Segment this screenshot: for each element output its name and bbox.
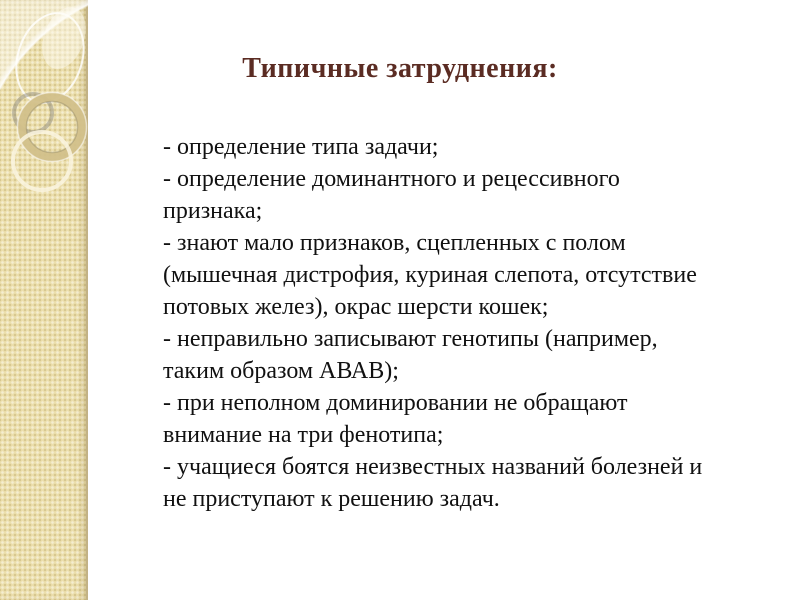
slide-title: Типичные затруднения: (242, 53, 558, 84)
ornament-light-ring-icon (13, 132, 71, 190)
text-line: не приступают к решению задач. (163, 486, 500, 512)
sidebar-panel (0, 0, 88, 600)
text-line: признака; (163, 198, 263, 224)
text-line: - неправильно записывают генотипы (например, (163, 326, 658, 352)
text-line: - учащиеся боятся неизвестных названий болезней и (163, 454, 703, 480)
text-line: - определение типа задачи; (163, 134, 439, 160)
text-line: потовых желез), окрас шерсти кошек; (163, 294, 549, 320)
text-line: - знают мало признаков, сцепленных с полом (163, 230, 626, 256)
circle-ornament (0, 0, 88, 220)
text-line: - определение доминантного и рецессивного (163, 166, 620, 192)
ornament-donut-ring-icon (22, 97, 82, 157)
text-line: - при неполном доминировании не обращают (163, 390, 628, 416)
body-text (163, 131, 702, 515)
text-line: (мышечная дистрофия, куриная слепота, отсутствие (163, 262, 697, 288)
ornament-donut-inner-edge (27, 102, 78, 153)
ornament-gray-ring-icon (14, 94, 52, 132)
ornament-donut-outer-edge (18, 93, 87, 162)
text-line: внимание на три фенотипа; (163, 422, 444, 448)
text-line: таким образом АВАВ); (163, 358, 399, 384)
